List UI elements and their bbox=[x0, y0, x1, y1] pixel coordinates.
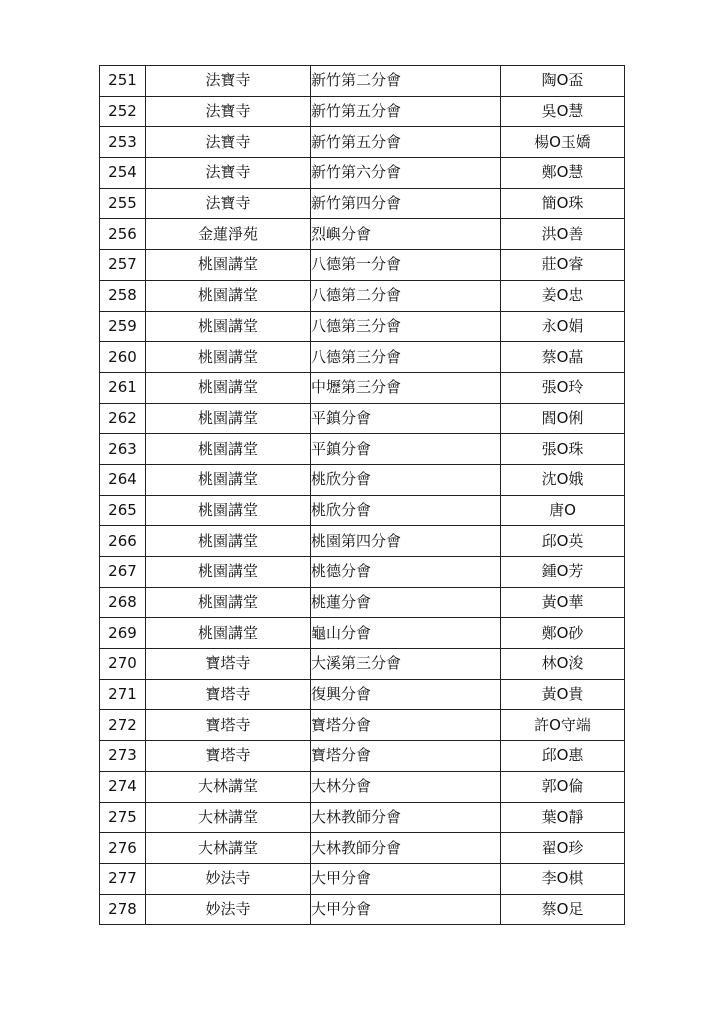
row-number: 259 bbox=[100, 311, 146, 342]
row-number: 278 bbox=[100, 894, 146, 925]
row-number: 275 bbox=[100, 802, 146, 833]
branch-cell: 大甲分會 bbox=[311, 863, 501, 894]
branch-cell: 大林教師分會 bbox=[311, 802, 501, 833]
row-number: 265 bbox=[100, 495, 146, 526]
branch-cell: 新竹第五分會 bbox=[311, 127, 501, 158]
branch-cell: 桃蓮分會 bbox=[311, 587, 501, 618]
table-row bbox=[100, 526, 625, 557]
table-row bbox=[100, 219, 625, 250]
person-name-cell: 陶O盃 bbox=[501, 66, 625, 97]
branch-cell: 大溪第三分會 bbox=[311, 649, 501, 680]
table-row bbox=[100, 342, 625, 373]
table-row bbox=[100, 127, 625, 158]
person-name-cell: 簡O珠 bbox=[501, 188, 625, 219]
temple-cell: 大林講堂 bbox=[146, 802, 311, 833]
temple-cell: 妙法寺 bbox=[146, 863, 311, 894]
person-name-cell: 沈O娥 bbox=[501, 464, 625, 495]
table-row bbox=[100, 434, 625, 465]
branch-cell: 平鎮分會 bbox=[311, 434, 501, 465]
temple-cell: 桃園講堂 bbox=[146, 587, 311, 618]
table-row bbox=[100, 464, 625, 495]
table-row bbox=[100, 158, 625, 189]
row-number: 260 bbox=[100, 342, 146, 373]
temple-cell: 桃園講堂 bbox=[146, 495, 311, 526]
person-name-cell: 林O浚 bbox=[501, 649, 625, 680]
roster-table-body bbox=[100, 66, 625, 925]
person-name-cell: 鍾O芳 bbox=[501, 557, 625, 588]
temple-cell: 大林講堂 bbox=[146, 833, 311, 864]
branch-cell: 大甲分會 bbox=[311, 894, 501, 925]
row-number: 276 bbox=[100, 833, 146, 864]
table-row bbox=[100, 833, 625, 864]
person-name-cell: 黃O貴 bbox=[501, 679, 625, 710]
person-name-cell: 閻O俐 bbox=[501, 403, 625, 434]
branch-cell: 大林分會 bbox=[311, 771, 501, 802]
row-number: 270 bbox=[100, 649, 146, 680]
branch-cell: 八德第三分會 bbox=[311, 311, 501, 342]
person-name-cell: 張O珠 bbox=[501, 434, 625, 465]
person-name-cell: 姜O忠 bbox=[501, 280, 625, 311]
table-row bbox=[100, 311, 625, 342]
branch-cell: 中壢第三分會 bbox=[311, 372, 501, 403]
temple-cell: 桃園講堂 bbox=[146, 403, 311, 434]
table-row bbox=[100, 679, 625, 710]
person-name-cell: 吳O慧 bbox=[501, 96, 625, 127]
branch-cell: 新竹第五分會 bbox=[311, 96, 501, 127]
branch-cell: 桃欣分會 bbox=[311, 495, 501, 526]
temple-cell: 法寶寺 bbox=[146, 158, 311, 189]
branch-cell: 寶塔分會 bbox=[311, 741, 501, 772]
branch-cell: 新竹第四分會 bbox=[311, 188, 501, 219]
row-number: 263 bbox=[100, 434, 146, 465]
row-number: 262 bbox=[100, 403, 146, 434]
branch-cell: 平鎮分會 bbox=[311, 403, 501, 434]
row-number: 266 bbox=[100, 526, 146, 557]
row-number: 255 bbox=[100, 188, 146, 219]
temple-cell: 法寶寺 bbox=[146, 188, 311, 219]
branch-cell: 桃德分會 bbox=[311, 557, 501, 588]
temple-cell: 桃園講堂 bbox=[146, 372, 311, 403]
table-row bbox=[100, 649, 625, 680]
person-name-cell: 蔡O足 bbox=[501, 894, 625, 925]
temple-cell: 桃園講堂 bbox=[146, 557, 311, 588]
branch-cell: 新竹第二分會 bbox=[311, 66, 501, 97]
temple-cell: 桃園講堂 bbox=[146, 526, 311, 557]
branch-cell: 八德第二分會 bbox=[311, 280, 501, 311]
row-number: 269 bbox=[100, 618, 146, 649]
person-name-cell: 黃O華 bbox=[501, 587, 625, 618]
temple-cell: 桃園講堂 bbox=[146, 342, 311, 373]
row-number: 251 bbox=[100, 66, 146, 97]
person-name-cell: 洪O善 bbox=[501, 219, 625, 250]
table-row bbox=[100, 894, 625, 925]
table-row bbox=[100, 250, 625, 281]
temple-cell: 妙法寺 bbox=[146, 894, 311, 925]
table-row bbox=[100, 863, 625, 894]
table-row bbox=[100, 771, 625, 802]
temple-cell: 法寶寺 bbox=[146, 66, 311, 97]
branch-cell: 大林教師分會 bbox=[311, 833, 501, 864]
branch-cell: 龜山分會 bbox=[311, 618, 501, 649]
row-number: 271 bbox=[100, 679, 146, 710]
person-name-cell: 莊O睿 bbox=[501, 250, 625, 281]
person-name-cell: 楊O玉嬌 bbox=[501, 127, 625, 158]
person-name-cell: 鄭O砂 bbox=[501, 618, 625, 649]
table-row bbox=[100, 372, 625, 403]
table-row bbox=[100, 741, 625, 772]
temple-cell: 桃園講堂 bbox=[146, 464, 311, 495]
branch-cell: 復興分會 bbox=[311, 679, 501, 710]
person-name-cell: 邱O惠 bbox=[501, 741, 625, 772]
branch-cell: 寶塔分會 bbox=[311, 710, 501, 741]
person-name-cell: 邱O英 bbox=[501, 526, 625, 557]
table-row bbox=[100, 710, 625, 741]
row-number: 258 bbox=[100, 280, 146, 311]
table-row bbox=[100, 557, 625, 588]
table-row bbox=[100, 618, 625, 649]
temple-cell: 桃園講堂 bbox=[146, 434, 311, 465]
row-number: 267 bbox=[100, 557, 146, 588]
branch-cell: 桃欣分會 bbox=[311, 464, 501, 495]
temple-cell: 大林講堂 bbox=[146, 771, 311, 802]
table-row bbox=[100, 66, 625, 97]
branch-cell: 八德第三分會 bbox=[311, 342, 501, 373]
row-number: 254 bbox=[100, 158, 146, 189]
temple-cell: 金蓮淨苑 bbox=[146, 219, 311, 250]
temple-cell: 寶塔寺 bbox=[146, 679, 311, 710]
table-row bbox=[100, 96, 625, 127]
branch-cell: 桃園第四分會 bbox=[311, 526, 501, 557]
row-number: 273 bbox=[100, 741, 146, 772]
roster-table bbox=[99, 65, 625, 925]
person-name-cell: 許O守端 bbox=[501, 710, 625, 741]
row-number: 268 bbox=[100, 587, 146, 618]
table-row bbox=[100, 188, 625, 219]
table-row bbox=[100, 280, 625, 311]
person-name-cell: 鄭O慧 bbox=[501, 158, 625, 189]
table-row bbox=[100, 587, 625, 618]
temple-cell: 桃園講堂 bbox=[146, 280, 311, 311]
person-name-cell: 翟O珍 bbox=[501, 833, 625, 864]
row-number: 277 bbox=[100, 863, 146, 894]
person-name-cell: 葉O靜 bbox=[501, 802, 625, 833]
temple-cell: 寶塔寺 bbox=[146, 649, 311, 680]
person-name-cell: 郭O倫 bbox=[501, 771, 625, 802]
temple-cell: 桃園講堂 bbox=[146, 250, 311, 281]
temple-cell: 桃園講堂 bbox=[146, 618, 311, 649]
temple-cell: 寶塔寺 bbox=[146, 710, 311, 741]
person-name-cell: 張O玲 bbox=[501, 372, 625, 403]
branch-cell: 新竹第六分會 bbox=[311, 158, 501, 189]
row-number: 261 bbox=[100, 372, 146, 403]
person-name-cell: 蔡O蕌 bbox=[501, 342, 625, 373]
temple-cell: 寶塔寺 bbox=[146, 741, 311, 772]
row-number: 252 bbox=[100, 96, 146, 127]
person-name-cell: 唐O bbox=[501, 495, 625, 526]
row-number: 272 bbox=[100, 710, 146, 741]
row-number: 274 bbox=[100, 771, 146, 802]
row-number: 264 bbox=[100, 464, 146, 495]
person-name-cell: 永O娟 bbox=[501, 311, 625, 342]
branch-cell: 八德第一分會 bbox=[311, 250, 501, 281]
table-row bbox=[100, 403, 625, 434]
row-number: 253 bbox=[100, 127, 146, 158]
temple-cell: 法寶寺 bbox=[146, 127, 311, 158]
temple-cell: 法寶寺 bbox=[146, 96, 311, 127]
row-number: 257 bbox=[100, 250, 146, 281]
person-name-cell: 李O棋 bbox=[501, 863, 625, 894]
table-row bbox=[100, 802, 625, 833]
row-number: 256 bbox=[100, 219, 146, 250]
temple-cell: 桃園講堂 bbox=[146, 311, 311, 342]
table-row bbox=[100, 495, 625, 526]
branch-cell: 烈嶼分會 bbox=[311, 219, 501, 250]
